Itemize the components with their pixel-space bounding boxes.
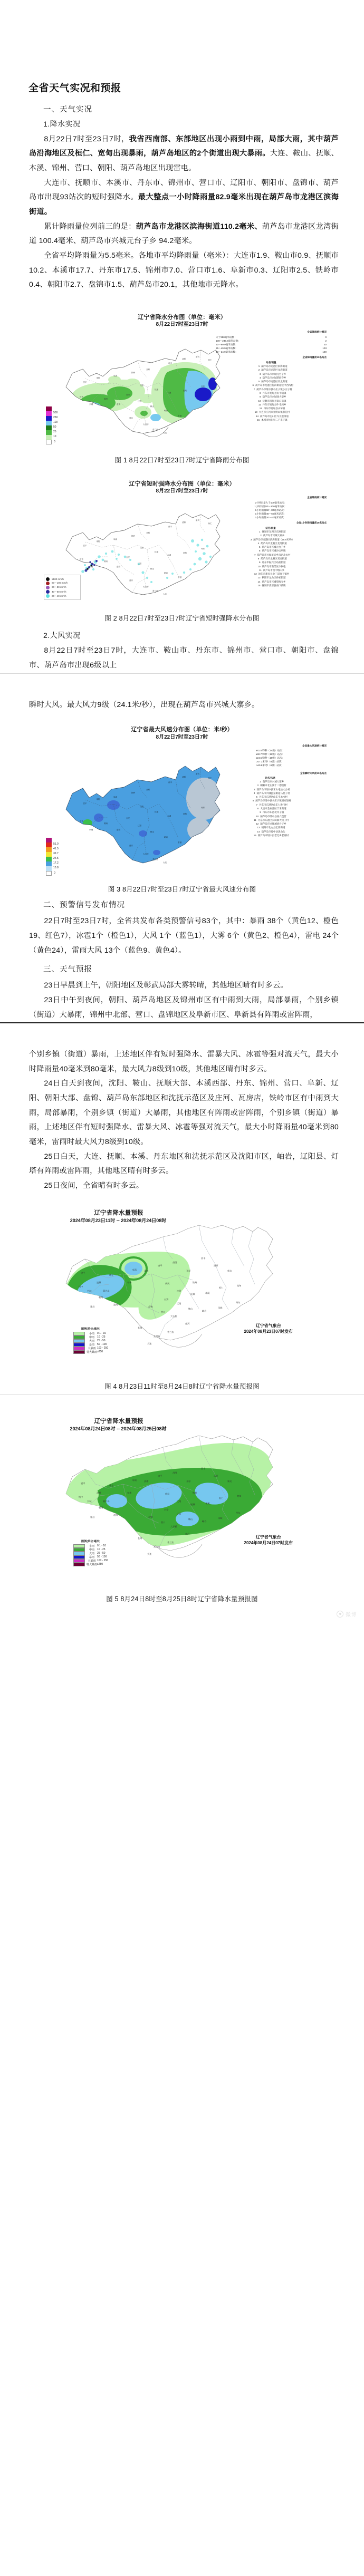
figure-3-caption: 图 3 8月22日7时至23日7时辽宁省最大风速分布图 xyxy=(108,886,256,894)
svg-text:大石桥: 大石桥 xyxy=(170,1314,177,1318)
svg-text:丹东: 丹东 xyxy=(201,806,205,809)
svg-text:铁岭: 铁岭 xyxy=(193,1491,197,1494)
figure-1-stats: 全省降雨统计概况 大于250毫米站数： 0 100～249.9毫米站数： 2 50～99.9毫米站数： 20 25～49.9毫米站数： 103 10～24.9毫米站数： 169 xyxy=(216,331,327,353)
figure-2-map-subtitle: 8月22日7时至23日7时 xyxy=(156,488,208,495)
subsection-heading-wind: 2.大风实况 xyxy=(43,631,81,640)
figure-5-map-subtitle: 2024年08月24日08时 -- 2024年08月25日08时 xyxy=(70,1426,167,1431)
watermark-label: 微博 xyxy=(346,1612,357,1618)
svg-text:开原: 开原 xyxy=(186,1479,191,1483)
rank-item: 15 抚顺市清原县南口前镇 xyxy=(257,584,286,587)
svg-text:辽阳: 辽阳 xyxy=(138,400,142,403)
paragraph-warning-signals: 22日7时至23日7时，全省共发布各类预警信号83个，其中：暴雨 38个（黄色12、橙色19、红色7），冰雹1个（橙色1），大风 1个（蓝色1），大雾 6个（黄色2、橙色4），雷电 24个（黄色24），雷雨大风 13个（蓝色9、黄色4）。 xyxy=(29,917,339,955)
svg-text:凤城: 凤城 xyxy=(218,1306,223,1309)
svg-text:桓仁: 桓仁 xyxy=(219,1286,224,1289)
figure-1-map-subtitle: 8月22日7时至23日7时 xyxy=(156,322,208,328)
figure-1-colorbar: 0 10 25 50 100 250 500 xyxy=(46,406,52,444)
figure-1-map-title: 辽宁省降水分布图（单位：毫米） xyxy=(138,314,226,321)
svg-text:西丰: 西丰 xyxy=(168,526,173,528)
rank-item: 2 朝阳市北左旗十二德堡村 xyxy=(257,784,286,787)
svg-text:营口: 营口 xyxy=(129,579,133,582)
svg-text:建平: 建平 xyxy=(83,545,87,547)
svg-text:建平: 建平 xyxy=(81,1271,85,1274)
weibo-eye-icon xyxy=(337,1611,343,1618)
svg-text:台安: 台安 xyxy=(164,1508,169,1511)
svg-text:岫岩: 岫岩 xyxy=(164,836,168,838)
rank-item: 13 朝阳市北左县宏新街道 xyxy=(257,826,285,829)
svg-text:昌图: 昌图 xyxy=(173,1261,177,1264)
paragraph-precip-3 xyxy=(29,220,339,249)
svg-text:阜新: 阜新 xyxy=(113,538,118,541)
paragraph-forecast-23-morning: 23日早晨到上午，朝阳地区及彰武局部大雾转晴，其他地区晴有时多云。 xyxy=(44,981,288,990)
svg-text:彰武: 彰武 xyxy=(132,1478,137,1481)
svg-text:大连: 大连 xyxy=(147,1552,152,1555)
rank-item: 9 丹东市振兴区站前街道 xyxy=(258,561,286,564)
svg-text:清原: 清原 xyxy=(182,358,186,361)
svg-text:普兰店: 普兰店 xyxy=(167,1541,174,1544)
svg-text:大石桥: 大石桥 xyxy=(143,853,149,855)
svg-text:本溪: 本溪 xyxy=(167,554,171,557)
section-heading-weather-observation: 一、天气实况 xyxy=(43,105,92,114)
svg-text:辽阳: 辽阳 xyxy=(177,1512,181,1515)
svg-text:建昌: 建昌 xyxy=(90,1515,95,1518)
subsection-heading-precipitation: 1.降水实况 xyxy=(43,119,81,128)
rank-item: 3 葫芦岛市绥中县米山屯站大台村 xyxy=(253,788,290,791)
svg-text:抚顺: 抚顺 xyxy=(155,389,159,391)
svg-text:盘锦: 盘锦 xyxy=(148,1515,153,1518)
svg-text:建平: 建平 xyxy=(83,802,87,805)
rank-item: 9 丹东市东港北井子镇 xyxy=(260,811,284,814)
rank-item: 12 丹东市宽甸县永甸镇 xyxy=(259,407,285,410)
figure-3-map-title: 辽宁省最大风速分布图（单位：米/秒） xyxy=(131,727,233,733)
svg-text:本溪: 本溪 xyxy=(205,1291,210,1294)
precip-period: 8月22日7时至23日7时， xyxy=(44,134,129,143)
rank-item: 4 葫芦岛市龙港区龙湾街道 xyxy=(257,541,287,545)
svg-text:台安: 台安 xyxy=(164,1297,169,1301)
svg-text:建昌: 建昌 xyxy=(90,1305,95,1308)
svg-text:营口: 营口 xyxy=(129,417,133,420)
svg-text:鞍山: 鞍山 xyxy=(188,1517,193,1521)
svg-text:鞍山: 鞍山 xyxy=(188,1307,193,1310)
svg-text:辽阳: 辽阳 xyxy=(138,563,142,565)
rank-item: 1 葫芦岛市龙港区滨海街道 xyxy=(258,365,288,368)
rank-item: 5 葫芦岛市兴城元台子乡 xyxy=(258,546,286,549)
figure-4-caption: 图 4 8月23日11时至8月24日8时辽宁省降水量预报图 xyxy=(104,1382,260,1390)
svg-text:铁岭: 铁岭 xyxy=(131,535,136,538)
svg-text:阜新: 阜新 xyxy=(127,1281,132,1284)
rank-item: 12 沈阳市新民县北三道岗子镇村 xyxy=(254,573,290,576)
svg-text:绥中: 绥中 xyxy=(80,396,84,399)
figure-1-caption: 图 1 8月22日7时至23日7时辽宁省降雨分布图 xyxy=(114,457,250,464)
figure-4-map-title: 辽宁省降水量预报 xyxy=(94,1209,143,1216)
rank-item: 8 丹东市宽甸县太平哨镇 xyxy=(259,391,286,394)
svg-text:鞍山: 鞍山 xyxy=(150,568,155,570)
top3-first: 葫芦岛市龙港区滨海街道110.2毫米、 xyxy=(136,222,262,231)
figure-1 xyxy=(0,309,364,464)
rank-item: 5 丹东市东港区山东屯永水村 xyxy=(256,796,288,799)
svg-text:宽甸: 宽甸 xyxy=(237,1494,242,1497)
svg-text:凌海: 凌海 xyxy=(113,1303,118,1306)
svg-text:兴城: 兴城 xyxy=(89,403,93,406)
rank-item: 14 葫芦岛市绥中县黑山头 xyxy=(257,830,285,833)
svg-text:阜新: 阜新 xyxy=(113,796,118,798)
figure-2-legend: ≥100 mm/h 80～100 mm/h 60～80 mm/h 40～60 mm/h 20～40 mm/h xyxy=(44,575,81,600)
paragraph-forecast-23-noon: 23日中午到夜间，朝阳、葫芦岛地区及锦州市区有中雨到大雨，局部暴雨，个别乡镇（街道）大暴雨，锦州中北部、营口、盘锦地区及阜新市区、阜新县有阵雨或雷阵雨， xyxy=(29,995,339,1019)
svg-text:沈阳: 沈阳 xyxy=(177,1499,181,1503)
svg-text:清原: 清原 xyxy=(214,1474,218,1477)
svg-text:新宾: 新宾 xyxy=(196,519,200,522)
rank-item: 1 葫芦岛市兴城大寨乡 xyxy=(260,780,284,783)
short-duration-stations: 大连市、抚顺市、本溪市、丹东市、锦州市、营口市、辽阳市、朝阳市、盘锦市、葫芦岛市出现93站次的短时强降水。 xyxy=(29,178,339,202)
svg-text:清原: 清原 xyxy=(182,521,186,524)
svg-text:东港: 东港 xyxy=(178,576,182,579)
figure-1-map xyxy=(34,309,330,452)
rank-item: 11 葫芦岛市绥中塔山乡 xyxy=(259,568,285,572)
figure-5-map-title: 辽宁省降水量预报 xyxy=(94,1418,143,1425)
paragraph-precip-1 xyxy=(29,132,339,176)
svg-text:宽甸: 宽甸 xyxy=(183,812,187,815)
rank-item: 4 葫芦岛市兴城温泉街道马杖子村 xyxy=(253,791,290,795)
svg-text:盘锦: 盘锦 xyxy=(117,828,121,831)
svg-text:法库: 法库 xyxy=(144,1479,149,1483)
svg-text:大连: 大连 xyxy=(147,1342,152,1345)
rank-item: 8 大连市金石滩区丰禾街道 xyxy=(257,807,286,810)
rank-item: 1 抚顺市东洲区东洲街道 xyxy=(258,530,286,534)
svg-text:西丰: 西丰 xyxy=(168,362,173,365)
svg-text:沈阳: 沈阳 xyxy=(140,384,144,387)
figure-2 xyxy=(0,478,364,623)
figure-2-stats: 全省降雨统计概况 1小时雨量大于100毫米站次： 1小时雨量80～100毫米站次： 1小时雨量60～80毫米站次： 1小时雨量40～60毫米站次： 1小时雨量20～40毫米站次： xyxy=(254,496,327,519)
paragraph-wind-1: 8月22日7时至23日7时，大连市、鞍山市、丹东市、锦州市、营口市、朝阳市、盘锦市、葫芦岛市出现6级以上 xyxy=(29,646,339,670)
svg-text:台安: 台安 xyxy=(126,394,130,396)
svg-text:朝阳: 朝阳 xyxy=(99,1295,103,1299)
svg-text:西丰: 西丰 xyxy=(201,1467,206,1470)
paragraph-forecast-24: 24日白天到夜间，沈阳、鞍山、抚顺大部、本溪西部、丹东、锦州、营口、阜新、辽阳、朝阳大部、盘锦、葫芦岛东部地区和沈抚示范区及庄河、瓦房店，铁岭市区有中雨到大雨，局部暴雨，个别乡镇（街道）大暴雨，其他地区有阵雨或雷阵雨，个别乡镇（街道）暴雨，上述地区伴有短时强降水、雷暴大风、冰雹等强对流天气，最大小时降雨量40毫米到80毫米，雷雨时最大风力8级到10级。 xyxy=(29,1079,339,1146)
rank-item: 15 葫芦岛市绥中县老宅乡老窝村 xyxy=(253,834,289,837)
svg-text:盘锦: 盘锦 xyxy=(117,403,121,406)
svg-text:鞍山: 鞍山 xyxy=(150,405,155,408)
svg-text:建平: 建平 xyxy=(83,381,87,384)
figure-2-rank-list: 全省1小时降雨量前15名站点 站名/雨量 1 抚顺市东洲区东洲街道 2 葫芦岛市兴城大寨乡 3 葫芦岛市龙港区滨海街道（25.8米/秒） 4 葫芦岛市龙港区龙湾街道 5 葫芦岛市兴城元台子乡 6 葫芦岛市兴城沙后所镇 7 葫芦岛市兴城羊安乡南店北永村 8 葫芦岛市龙港区双龙街道 9 丹东市振兴区站前街道 10 葫芦岛市南票区沙锅屯 11 葫芦岛市绥中塔山乡 12 沈阳市新民县北三道岗子镇村 13 朝阳市龙山区孙家街道 14 葫芦岛市兴城望海寺乡 15 抚顺市清原县南口前镇 xyxy=(215,521,327,587)
paragraph-forecast-25-day: 25日白天，大连、抚顺、本溪、丹东地区和沈抚示范区及沈阳市区，岫岩，辽阳县、灯塔有阵雨或雷阵雨，其他地区晴有时多云。 xyxy=(29,1152,339,1176)
figure-4 xyxy=(0,1204,364,1391)
svg-text:普兰店: 普兰店 xyxy=(152,858,158,860)
rank-item: 4 葫芦岛市兴城望海寺乡 xyxy=(259,376,286,379)
svg-text:彰武: 彰武 xyxy=(132,1268,137,1271)
figure-3-stats: 全省最大风速统计概况 ≥41.5米/秒（14级）站次： ≥32.7米/秒（12级）站次： ≥24.5米/秒（10级）站次： ≥17.2米/秒（8级）站次： ≥10.8米/秒（6级）站次： xyxy=(255,744,327,767)
figure-3-map-subtitle: 8月22日7时至23日7时 xyxy=(156,734,208,740)
svg-text:新宾: 新宾 xyxy=(227,1269,232,1272)
svg-text:长海: 长海 xyxy=(138,1536,142,1539)
rank-item: 6 葫芦岛市兴城沙后所镇 xyxy=(258,549,286,553)
svg-text:建平: 建平 xyxy=(81,1481,85,1485)
svg-text:兴城: 兴城 xyxy=(87,1289,92,1292)
rank-item: 13 大连市庄河市光明山镇蓉花村 xyxy=(254,411,290,414)
svg-text:凤城: 凤城 xyxy=(218,1516,223,1519)
rank-item: 2 葫芦岛市龙港区龙湾街道 xyxy=(258,369,288,372)
rank-item: 15 本溪市桓仁县二户来子镇 xyxy=(257,418,288,421)
svg-text:瓦房店: 瓦房店 xyxy=(154,1334,160,1338)
rank-item: 8 葫芦岛市龙港区双龙街道 xyxy=(257,557,287,560)
section-heading-forecast: 三、天气预报 xyxy=(43,965,92,974)
svg-text:兴城: 兴城 xyxy=(89,828,93,831)
svg-text:大石桥: 大石桥 xyxy=(143,586,149,588)
rank-item: 9 葫芦岛市兴城徐大堡乡 xyxy=(259,395,286,399)
rank-item: 14 葫芦岛市连山区寺儿堡街道 xyxy=(255,414,289,418)
svg-text:凌源: 凌源 xyxy=(97,1491,101,1494)
svg-text:抚顺: 抚顺 xyxy=(190,1503,195,1506)
svg-text:凌源: 凌源 xyxy=(97,1281,101,1284)
svg-text:鞍山: 鞍山 xyxy=(150,830,155,833)
svg-text:抚顺: 抚顺 xyxy=(155,810,159,813)
svg-text:葫芦岛: 葫芦岛 xyxy=(103,1499,110,1503)
svg-text:岫岩: 岫岩 xyxy=(202,1309,207,1312)
watermark xyxy=(337,1610,357,1618)
rank-item: 12 葫芦岛市兴城城刘台子乡 xyxy=(256,822,286,826)
svg-text:大石桥: 大石桥 xyxy=(143,423,149,426)
figure-4-map xyxy=(34,1204,330,1378)
svg-text:台安: 台安 xyxy=(126,817,130,819)
svg-text:岫岩: 岫岩 xyxy=(202,1519,207,1523)
svg-text:阜新: 阜新 xyxy=(127,1491,132,1494)
svg-text:朝阳: 朝阳 xyxy=(97,798,101,800)
svg-text:新民: 新民 xyxy=(165,1492,170,1495)
paragraph-precip-2 xyxy=(29,176,339,220)
svg-text:宽甸: 宽甸 xyxy=(183,552,187,555)
rank-item: 5 葫芦岛市龙港区双龙街道 xyxy=(258,380,288,383)
svg-text:新民: 新民 xyxy=(165,1282,170,1285)
figure-3-rank-list: 全省瞬时大风前15名站点 站名/风速 1 葫芦岛市兴城大寨乡 2 朝阳市北左旗十二德堡村 3 葫芦岛市绥中县米山屯站大台村 4 葫芦岛市兴城温泉街道马杖子村 5 丹东市东港区山东屯永水村 6 葫芦岛市绥中县水庄子镇胡家堡村 7 丹东市东港区山东七股屯村 8 大连市金石滩区丰禾街道 9 丹东市东港北井子镇 10 葫芦岛市绥中县南六盘营 11 丹东市东港区长山镇大顶子村 12 葫芦岛市兴城城刘台子乡 13 朝阳市北左县宏新街道 14 葫芦岛市绥中县黑山头 15 葫芦岛市绥中县老宅乡老窝村 xyxy=(214,771,327,838)
precip-summary-bold: 我省西南部、东部地区出现小雨到中雨，局部大雨，其中葫芦岛沿海地区及桓仁、宽甸出现暴雨，葫芦岛地区的2个街道出现大暴雨。 xyxy=(29,134,339,158)
svg-text:康平: 康平 xyxy=(158,1264,162,1267)
rank-item: 7 葫芦岛市绥中县小庄子镇小庄子村 xyxy=(253,388,292,391)
svg-text:营口: 营口 xyxy=(161,1310,166,1313)
svg-text:朝阳: 朝阳 xyxy=(97,540,101,543)
max-hourly-rain: 最大整点一小时降雨量82.9毫米出现在葫芦岛市龙港区滨海街道。 xyxy=(29,193,339,217)
svg-text:桓仁: 桓仁 xyxy=(208,777,213,779)
svg-text:营口: 营口 xyxy=(161,1521,166,1524)
figure-5-legend: 图例(单位:毫米) 小雨 0.1 - 10 中雨 10 - 25 大雨 25 - 50 暴雨 50 - 100 大暴雨 100 - 250 特大暴雨 ≥250 xyxy=(73,1539,108,1566)
svg-text:绥中: 绥中 xyxy=(79,1495,83,1498)
rank-item: 10 抚顺市清原县南口前镇 xyxy=(258,399,286,402)
svg-text:铁岭: 铁岭 xyxy=(193,1281,197,1284)
svg-text:朝阳: 朝阳 xyxy=(99,1506,103,1509)
svg-text:大连: 大连 xyxy=(163,593,167,596)
svg-text:锦州: 锦州 xyxy=(104,398,108,401)
rank-item: 3 葫芦岛市龙港区滨海街道（25.8米/秒） xyxy=(250,538,294,541)
figure-4-map-subtitle: 2024年08月23日11时 -- 2024年08月24日08时 xyxy=(70,1217,167,1223)
svg-text:沈阳: 沈阳 xyxy=(140,805,144,808)
figure-4-legend: 图例(单位:毫米) 小雨 0.1 - 10 中雨 10 - 25 大雨 25 - 50 暴雨 50 - 100 大暴雨 100 - 250 特大暴雨 ≥250 xyxy=(73,1327,108,1354)
top3-label: 累计降雨量位列前三的是： xyxy=(44,222,136,231)
svg-text:本溪: 本溪 xyxy=(167,392,171,394)
svg-text:清原: 清原 xyxy=(182,776,186,778)
rank-item: 7 葫芦岛市兴城羊安乡南店北永村 xyxy=(254,553,291,556)
svg-text:清原: 清原 xyxy=(214,1264,218,1267)
svg-text:西丰: 西丰 xyxy=(168,781,173,783)
svg-text:丹东: 丹东 xyxy=(201,548,205,550)
rank-item: 10 葫芦岛市南票区沙锅屯 xyxy=(257,565,286,568)
precip-thunder: 大连、鞍山、抚顺、本溪、锦州、营口、朝阳、葫芦岛地区出现雷电。 xyxy=(29,149,339,172)
rank-item: 13 朝阳市龙山区孙家街道 xyxy=(257,576,286,579)
figure-5 xyxy=(0,1411,364,1603)
svg-text:丹东: 丹东 xyxy=(236,1511,241,1514)
rank-item: 6 葫芦岛市龙港区海滨街道绥中西沟村 xyxy=(252,384,293,387)
svg-text:喀左: 喀左 xyxy=(109,1273,114,1276)
svg-text:绥中: 绥中 xyxy=(80,820,84,822)
svg-text:法库: 法库 xyxy=(144,1269,149,1272)
rank-item: 14 葫芦岛市兴城望海寺乡 xyxy=(257,580,286,583)
svg-text:庄河: 庄河 xyxy=(185,1322,190,1325)
svg-text:抚顺: 抚顺 xyxy=(190,1292,195,1295)
svg-text:西丰: 西丰 xyxy=(201,1256,206,1260)
svg-text:兴城: 兴城 xyxy=(89,566,93,568)
svg-text:岫岩: 岫岩 xyxy=(164,410,168,412)
svg-text:开原: 开原 xyxy=(146,532,150,535)
svg-text:本溪: 本溪 xyxy=(205,1502,210,1505)
svg-text:锦州: 锦州 xyxy=(104,560,108,563)
svg-text:营口: 营口 xyxy=(129,844,133,847)
svg-text:丹东: 丹东 xyxy=(236,1301,241,1304)
figure-3-map xyxy=(34,723,330,881)
svg-text:开原: 开原 xyxy=(146,788,150,791)
svg-text:盘锦: 盘锦 xyxy=(148,1305,153,1308)
svg-text:凌海: 凌海 xyxy=(113,1513,118,1516)
rank-item: 7 丹东市东港区山东七股屯村 xyxy=(256,803,288,806)
svg-text:兴城: 兴城 xyxy=(87,1499,92,1503)
svg-text:桓仁: 桓仁 xyxy=(219,1496,224,1499)
figure-2-map-title: 辽宁省短时强降水分布图（单位：毫米） xyxy=(129,481,235,488)
svg-text:抚顺: 抚顺 xyxy=(155,551,159,554)
svg-text:新宾: 新宾 xyxy=(196,772,200,775)
rank-item: 11 丹东市宽甸县牛毛坞乡 xyxy=(258,403,286,406)
figure-5-caption: 图 5 8月24日8时至8月25日8时辽宁省降水量预报图 xyxy=(106,1595,258,1603)
page-title: 全省天气实况和预报 xyxy=(28,83,121,94)
paragraph-precip-4: 全省平均降雨量为5.5毫米。各地市平均降雨量（毫米）：大连市1.9、鞍山市0.9、抚顺市10.2、本溪市17.7、丹东市17.5、锦州市7.0、营口市1.6、阜新市0.3、辽阳市2.5、铁岭市0.4、朝阳市2.7、盘锦市1.5、葫芦岛市20.1，其他地市无降水。 xyxy=(29,251,339,289)
svg-text:辽阳: 辽阳 xyxy=(138,824,142,827)
svg-text:大石桥: 大石桥 xyxy=(170,1525,177,1528)
paragraph-forecast-25-night: 25日夜间，全省晴有时多云。 xyxy=(44,1182,144,1190)
rank-item: 6 葫芦岛市绥中县水庄子镇胡家堡村 xyxy=(252,799,291,802)
svg-text:桓仁: 桓仁 xyxy=(208,522,213,525)
svg-text:辽阳: 辽阳 xyxy=(177,1302,181,1305)
rank-item: 2 葫芦岛市兴城大寨乡 xyxy=(260,534,285,537)
svg-text:葫芦岛: 葫芦岛 xyxy=(103,1289,110,1292)
svg-text:普兰店: 普兰店 xyxy=(152,590,158,593)
svg-text:沈阳: 沈阳 xyxy=(177,1289,181,1292)
svg-text:瓦房店: 瓦房店 xyxy=(154,1545,160,1548)
svg-text:新宾: 新宾 xyxy=(227,1479,232,1483)
figure-5-issuer: 辽宁省气象台 2024年08月24日07时发布 xyxy=(244,1534,293,1546)
figure-2-caption: 图 2 8月22日7时至23日7时辽宁省短时强降水分布图 xyxy=(104,615,260,623)
rank-item: 10 葫芦岛市绥中县南六盘营 xyxy=(256,815,286,818)
svg-text:昌图: 昌图 xyxy=(173,1471,177,1474)
rank-item: 11 丹东市东港区长山镇大顶子村 xyxy=(254,818,289,821)
svg-text:普兰店: 普兰店 xyxy=(152,429,158,431)
svg-text:长海: 长海 xyxy=(138,1326,142,1329)
svg-text:宽甸: 宽甸 xyxy=(183,390,187,392)
figure-5-map xyxy=(34,1411,330,1591)
svg-text:开原: 开原 xyxy=(186,1269,191,1272)
svg-text:桓仁: 桓仁 xyxy=(208,359,213,362)
svg-text:台安: 台安 xyxy=(126,556,130,559)
svg-text:绥中: 绥中 xyxy=(79,1285,83,1288)
svg-text:庄河: 庄河 xyxy=(185,1532,190,1535)
figure-2-map xyxy=(34,478,330,610)
svg-text:盘锦: 盘锦 xyxy=(117,566,121,568)
svg-text:大连: 大连 xyxy=(163,432,167,434)
figure-3 xyxy=(0,723,364,894)
svg-text:铁岭: 铁岭 xyxy=(131,372,136,374)
svg-text:大连: 大连 xyxy=(163,861,167,864)
svg-text:岫岩: 岫岩 xyxy=(164,572,168,575)
svg-text:铁岭: 铁岭 xyxy=(131,791,136,794)
svg-text:丹东: 丹东 xyxy=(201,385,205,388)
figure-1-rank-list: 全省降雨量前15名站点 站名/雨量 1 葫芦岛市龙港区滨海街道 2 葫芦岛市龙港区龙湾街道 3 葫芦岛市兴城元台子乡 4 葫芦岛市兴城望海寺乡 5 葫芦岛市龙港区双龙街道 6 葫芦岛市龙港区海滨街道绥中西沟村 7 葫芦岛市绥中县小庄子镇小庄子村 8 丹东市宽甸县太平哨镇 9 葫芦岛市兴城徐大堡乡 10 抚顺市清原县南口前镇 11 丹东市宽甸县牛毛坞乡 12 丹东市宽甸县永甸镇 13 大连市庄河市光明山镇蓉花村 14 葫芦岛市连山区寺儿堡街道 15 本溪市桓仁县二户来子镇 xyxy=(216,355,327,422)
paragraph-wind-2: 瞬时大风。最大风力9级（24.1米/秒），出现在葫芦岛市兴城大寨乡。 xyxy=(29,700,260,709)
svg-text:绥中: 绥中 xyxy=(80,558,84,561)
svg-text:东港: 东港 xyxy=(178,841,182,844)
figure-3-colorbar: 0 10.8 17.2 24.5 32.7 41.5 51.0 xyxy=(46,838,52,876)
paragraph-forecast-23-cont: 个别乡镇（街道）暴雨，上述地区伴有短时强降水、雷暴大风、冰雹等强对流天气，最大小时降雨量40毫米到80毫米，最大风力8级到10级，其他地区晴有时多云。 xyxy=(29,1050,339,1073)
figure-4-issuer: 辽宁省气象台 2024年08月23日07时发布 xyxy=(244,1323,293,1334)
top3-rest: 葫芦岛市龙港区龙湾街道 100.4毫米、葫芦岛市兴城元台子乡 94.2毫米。 xyxy=(29,222,339,246)
svg-text:康平: 康平 xyxy=(158,1474,162,1477)
svg-text:朝阳: 朝阳 xyxy=(97,377,101,380)
svg-text:阜新: 阜新 xyxy=(113,375,118,377)
svg-text:东港: 东港 xyxy=(178,415,182,418)
svg-text:沈阳: 沈阳 xyxy=(140,547,144,549)
svg-text:宽甸: 宽甸 xyxy=(237,1284,242,1287)
svg-text:锦州: 锦州 xyxy=(104,822,108,825)
svg-text:普兰店: 普兰店 xyxy=(167,1330,174,1333)
rank-item: 3 葫芦岛市兴城元台子乡 xyxy=(259,372,286,375)
svg-text:开原: 开原 xyxy=(146,369,150,371)
svg-text:喀左: 喀左 xyxy=(109,1484,114,1487)
svg-text:新宾: 新宾 xyxy=(196,356,200,359)
svg-text:本溪: 本溪 xyxy=(167,815,171,817)
section-heading-warning-signals: 二、预警信号发布情况 xyxy=(43,901,125,910)
